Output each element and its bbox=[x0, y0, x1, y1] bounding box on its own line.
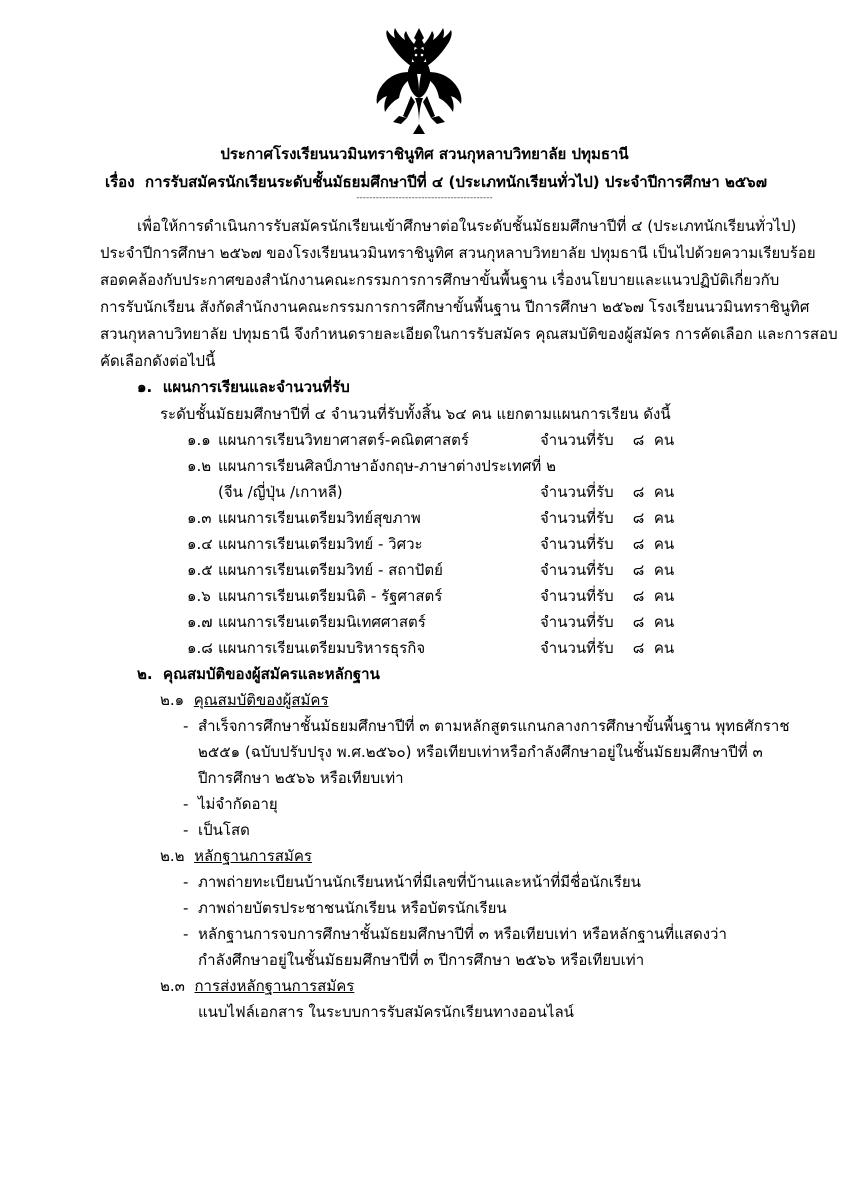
intro-line-2: ประจำปีการศึกษา ๒๕๖๗ ของโรงเรียนนวมินทราชินูทิศ สวนกุหลาบวิทยาลัย ปทุมธานี เป็นไปด้วยความเรียบร้อย bbox=[100, 244, 816, 262]
section-2-heading bbox=[137, 664, 380, 684]
section-1-title: แผนการเรียนและจำนวนที่รับ bbox=[162, 378, 350, 396]
plan-number: ๑.๔ bbox=[187, 535, 213, 553]
plan-count: จำนวนที่รับ ๘ คน bbox=[540, 613, 675, 631]
plan-name: แผนการเรียนเตรียมบริหารธุรกิจ bbox=[218, 639, 426, 657]
intro-line-5: สวนกุหลาบวิทยาลัย ปทุมธานี จึงกำหนดรายละเอียดในการรับสมัคร คุณสมบัติของผู้สมัคร การคัดเลือก และการสอบ bbox=[100, 325, 838, 343]
plan-name: แผนการเรียนศิลป์ภาษาอังกฤษ-ภาษาต่างประเทศที่ ๒ bbox=[218, 457, 556, 475]
plan-count: จำนวนที่รับ ๘ คน bbox=[540, 587, 675, 605]
announcement-title: ประกาศโรงเรียนนวมินทราชินูทิศ สวนกุหลาบวิทยาลัย ปทุมธานี bbox=[220, 145, 629, 163]
list-item-line: เป็นโสด bbox=[198, 821, 250, 839]
section-2-title: คุณสมบัติของผู้สมัครและหลักฐาน bbox=[163, 665, 380, 683]
list-item-line: กำลังศึกษาอยู่ในชั้นมัธยมศึกษาปีที่ ๓ ปีการศึกษา ๒๕๖๖ หรือเทียบเท่า bbox=[198, 951, 645, 969]
intro-line-6: คัดเลือกดังต่อไปนี้ bbox=[100, 352, 216, 370]
list-item-line: ภาพถ่ายทะเบียนบ้านนักเรียนหน้าที่มีเลขที่บ้านและหน้าที่มีชื่อนักเรียน bbox=[198, 873, 641, 891]
subsection-number: ๒.๒ bbox=[160, 847, 185, 865]
plan-name: แผนการเรียนเตรียมนิเทศศาสตร์ bbox=[218, 613, 426, 631]
plan-name-continuation: (จีน /ญี่ปุ่น /เกาหลี) bbox=[218, 483, 343, 501]
title-separator: ------------------------------------------ bbox=[356, 193, 493, 203]
subsection-2-2-heading bbox=[160, 846, 312, 866]
subsection-2-1-heading bbox=[160, 690, 329, 710]
plan-number: ๑.๖ bbox=[187, 587, 211, 605]
list-item-line: สำเร็จการศึกษาชั้นมัธยมศึกษาปีที่ ๓ ตามหลักสูตรแกนกลางการศึกษาขั้นพื้นฐาน พุทธศักราช bbox=[198, 717, 790, 735]
list-bullet: - bbox=[183, 717, 189, 735]
plan-name: แผนการเรียนวิทยาศาสตร์-คณิตศาสตร์ bbox=[218, 431, 469, 449]
plan-count: จำนวนที่รับ ๘ คน bbox=[540, 431, 675, 449]
plan-count: จำนวนที่รับ ๘ คน bbox=[540, 483, 675, 501]
subsection-2-3-heading bbox=[160, 976, 354, 996]
list-bullet: - bbox=[183, 873, 189, 891]
plan-name: แผนการเรียนเตรียมวิทย์ - วิศวะ bbox=[218, 535, 423, 553]
list-bullet: - bbox=[183, 899, 189, 917]
subsection-number: ๒.๓ bbox=[160, 977, 185, 995]
subsection-number: ๒.๑ bbox=[160, 691, 185, 709]
plan-name: แผนการเรียนเตรียมนิติ - รัฐศาสตร์ bbox=[218, 587, 443, 605]
plan-number: ๑.๒ bbox=[187, 457, 212, 475]
list-bullet: - bbox=[183, 795, 189, 813]
plan-count: จำนวนที่รับ ๘ คน bbox=[540, 639, 675, 657]
intro-line-3: สอดคล้องกับประกาศของสำนักงานคณะกรรมการการศึกษาขั้นพื้นฐาน เรื่องนโยบายและแนวปฏิบัติเกี่ยวกับ bbox=[100, 271, 780, 289]
plan-number: ๑.๓ bbox=[187, 509, 212, 527]
plan-count: จำนวนที่รับ ๘ คน bbox=[540, 561, 675, 579]
section-1-number: ๑. bbox=[137, 378, 153, 396]
plan-number: ๑.๗ bbox=[187, 613, 213, 631]
plan-number: ๑.๕ bbox=[187, 561, 213, 579]
subject-text: การรับสมัครนักเรียนระดับชั้นมัธยมศึกษาปีที่ ๔ (ประเภทนักเรียนทั่วไป) ประจำปีการศึกษา ๒๕๖๗ bbox=[144, 173, 767, 191]
intro-line-1: เพื่อให้การดำเนินการรับสมัครนักเรียนเข้าศึกษาต่อในระดับชั้นมัธยมศึกษาปีที่ ๔ (ประเภทนักเรียนทั่วไป) bbox=[137, 217, 797, 235]
plan-name: แผนการเรียนเตรียมวิทย์สุขภาพ bbox=[218, 509, 421, 527]
list-item-line: หลักฐานการจบการศึกษาชั้นมัธยมศึกษาปีที่ ๓ หรือเทียบเท่า หรือหลักฐานที่แสดงว่า bbox=[198, 925, 727, 943]
list-item-line: ๒๕๕๑ (ฉบับปรับปรุง พ.ศ.๒๕๖๐) หรือเทียบเท่าหรือกำลังศึกษาอยู่ในชั้นมัธยมศึกษาปีที่ ๓ bbox=[198, 743, 763, 761]
plan-count: จำนวนที่รับ ๘ คน bbox=[540, 535, 675, 553]
subject-line bbox=[105, 172, 767, 192]
section-2-number: ๒. bbox=[137, 665, 153, 683]
subject-label: เรื่อง bbox=[105, 173, 135, 191]
section-1-summary: ระดับชั้นมัธยมศึกษาปีที่ ๔ จำนวนที่รับทั้งสิ้น ๖๔ คน แยกตามแผนการเรียน ดังนี้ bbox=[160, 405, 671, 423]
subsection-title: คุณสมบัติของผู้สมัคร bbox=[193, 691, 329, 709]
list-item-line: ไม่จำกัดอายุ bbox=[198, 795, 278, 813]
section-1-heading bbox=[137, 377, 350, 397]
list-bullet: - bbox=[183, 925, 189, 943]
intro-line-4: การรับนักเรียน สังกัดสำนักงานคณะกรรมการการศึกษาขั้นพื้นฐาน ปีการศึกษา ๒๕๖๗ โรงเรียนนวมินทราชินูทิศ bbox=[100, 298, 810, 316]
subsection-title: การส่งหลักฐานการสมัคร bbox=[194, 977, 355, 995]
list-bullet: - bbox=[183, 821, 189, 839]
garuda-emblem-icon bbox=[371, 26, 467, 136]
plan-name: แผนการเรียนเตรียมวิทย์ - สถาปัตย์ bbox=[218, 561, 443, 579]
subsection-title: หลักฐานการสมัคร bbox=[194, 847, 312, 865]
plan-count: จำนวนที่รับ ๘ คน bbox=[540, 509, 675, 527]
list-item-line: ภาพถ่ายบัตรประชาชนนักเรียน หรือบัตรนักเรียน bbox=[198, 899, 507, 917]
plan-number: ๑.๑ bbox=[187, 431, 211, 449]
subsection-2-3-text: แนบไฟล์เอกสาร ในระบบการรับสมัครนักเรียนทางออนไลน์ bbox=[198, 1003, 574, 1021]
plan-number: ๑.๘ bbox=[187, 639, 213, 657]
list-item-line: ปีการศึกษา ๒๕๖๖ หรือเทียบเท่า bbox=[198, 769, 404, 787]
